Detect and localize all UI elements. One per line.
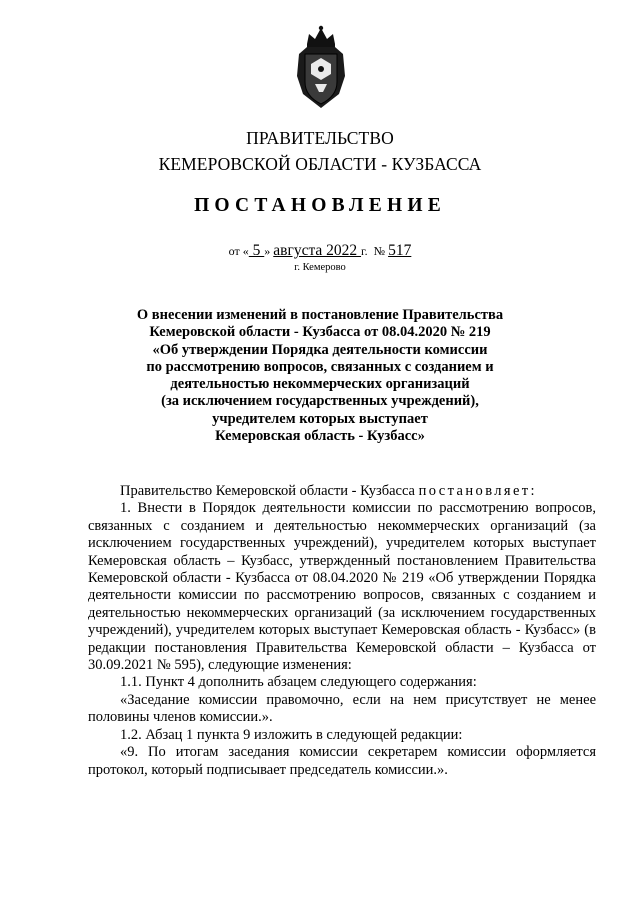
date-month-year: августа 2022 <box>273 242 362 259</box>
government-name-line2: КЕМЕРОВСКОЙ ОБЛАСТИ - КУЗБАССА <box>158 154 482 174</box>
title-line: Кемеровская область - Кузбасс» <box>215 428 425 445</box>
title-line: учредителем которых выступает <box>212 410 428 427</box>
paragraph-1-1: 1.1. Пункт 4 дополнить абзацем следующего содержания: <box>120 674 477 691</box>
title-line: «Об утверждении Порядка деятельности комиссии <box>152 341 488 358</box>
paragraph-1-1-quote: «Заседание комиссии правомочно, если на нем присутствует не менее половины членов комиссии.». <box>88 691 596 726</box>
document-body <box>88 483 596 779</box>
date-sep: » <box>264 244 274 258</box>
title-line: по рассмотрению вопросов, связанных с созданием и <box>146 358 494 375</box>
number-prefix: № <box>373 244 386 258</box>
preamble-text: Правительство Кемеровской области - Кузбасса <box>120 483 419 499</box>
date-day: 5 <box>248 242 265 259</box>
title-line: О внесении изменений в постановление Правительства <box>136 307 504 323</box>
paragraph-1-2-quote: «9. По итогам заседания комиссии секретарем комиссии оформляется протокол, который подписывает председатель комиссии.». <box>88 744 596 778</box>
year-suffix: г. <box>361 244 368 258</box>
title-line: (за исключением государственных учреждений), <box>161 393 479 410</box>
document-date-number <box>0 242 640 260</box>
paragraph-1: 1. Внести в Порядок деятельности комиссии по рассмотрению вопросов, связанных с созданием и деятельностью некоммерческих организаций (за исключением государственных учреждений), учредителем которых выступает Кемеровская область – Кузбасс, утвержденный постановлением Правительства Кемеровской области - Кузбасса от 08.04.2020 № 219 «Об утверждении Порядка деятельности комиссии по рассмотрению вопросов, связанных с созданием и деятельностью некоммерческих организаций (за исключением государственных учреждений), учредителем которых выступает Кемеровская область - Кузбасс» (в редакции постановления Правительства Кемеровской области – Кузбасса от 30.09.2021 № 595), следующие изменения: <box>88 500 596 674</box>
title-line: деятельностью некоммерческих организаций <box>170 376 470 393</box>
coat-of-arms-icon <box>293 24 349 112</box>
document-number: 517 <box>388 242 412 259</box>
city: г. Кемерово <box>294 262 346 273</box>
paragraph-1-2: 1.2. Абзац 1 пункта 9 изложить в следующей редакции: <box>120 726 463 743</box>
preamble-colon: : <box>530 483 535 499</box>
document-title <box>0 307 640 445</box>
title-line: Кемеровской области - Кузбасса от 08.04.2020 № 219 <box>149 324 491 341</box>
preamble-verb: постановляет <box>418 483 531 499</box>
government-name-line1: ПРАВИТЕЛЬСТВО <box>246 128 394 148</box>
date-prefix: от « <box>228 244 249 258</box>
preamble <box>88 483 596 500</box>
document-type: ПОСТАНОВЛЕНИЕ <box>194 195 446 216</box>
